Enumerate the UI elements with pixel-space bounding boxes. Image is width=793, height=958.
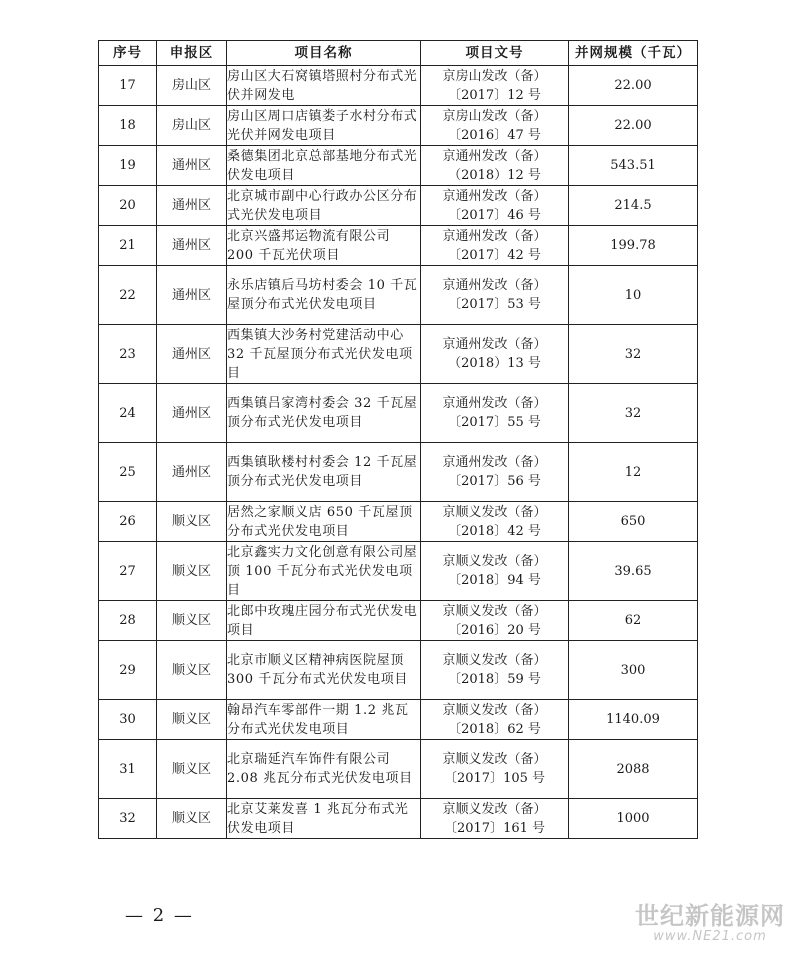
document-no-line2: 〔2016〕20 号 — [448, 622, 541, 638]
document-no-line2: 〔2018〕59 号 — [448, 672, 541, 687]
document-no-line1: 京顺义发改（备） — [442, 653, 547, 668]
cell-capacity: 1000 — [569, 799, 698, 839]
cell-district: 通州区 — [157, 266, 227, 325]
cell-serial-no: 28 — [99, 601, 157, 641]
cell-document-no — [421, 443, 569, 502]
table-row — [99, 66, 698, 106]
table-row — [99, 799, 698, 839]
document-no-line1: 京房山发改（备） — [442, 108, 547, 124]
document-no-line2: 〔2017〕55 号 — [448, 415, 541, 430]
document-no-line1: 京顺义发改（备） — [442, 752, 547, 767]
cell-project-name: 北京城市副中心行政办公区分布式光伏发电项目 — [227, 186, 421, 226]
cell-document-no — [421, 740, 569, 799]
cell-district: 房山区 — [157, 106, 227, 146]
table-row — [99, 226, 698, 266]
cell-document-no — [421, 641, 569, 700]
cell-capacity: 10 — [569, 266, 698, 325]
table-row — [99, 641, 698, 700]
cell-project-name: 北京市顺义区精神病医院屋顶 300 千瓦分布式光伏发电项目 — [227, 641, 421, 700]
cell-district: 通州区 — [157, 384, 227, 443]
cell-capacity: 22.00 — [569, 66, 698, 106]
cell-document-no — [421, 542, 569, 601]
cell-project-name: 永乐店镇后马坊村委会 10 千瓦屋顶分布式光伏发电项目 — [227, 266, 421, 325]
cell-capacity: 22.00 — [569, 106, 698, 146]
cell-document-no — [421, 384, 569, 443]
watermark-logo — [635, 903, 785, 944]
document-no-line1: 京通州发改（备） — [442, 278, 547, 293]
table-body — [99, 66, 698, 839]
cell-document-no — [421, 226, 569, 266]
cell-capacity: 199.78 — [569, 226, 698, 266]
document-no-line2: 〔2017〕46 号 — [448, 207, 541, 223]
header-project-name: 项目名称 — [227, 41, 421, 66]
cell-district: 顺义区 — [157, 740, 227, 799]
cell-capacity: 543.51 — [569, 146, 698, 186]
cell-district: 通州区 — [157, 146, 227, 186]
cell-capacity: 1140.09 — [569, 700, 698, 740]
document-no-line1: 京通州发改（备） — [442, 228, 547, 244]
header-serial-no: 序号 — [99, 41, 157, 66]
cell-serial-no: 23 — [99, 325, 157, 384]
page-number: — 2 — — [125, 905, 194, 926]
watermark-url: www.NE21.com — [653, 929, 767, 944]
cell-document-no — [421, 325, 569, 384]
cell-serial-no: 26 — [99, 502, 157, 542]
document-no-line1: 京顺义发改（备） — [442, 554, 547, 569]
header-district: 申报区 — [157, 41, 227, 66]
cell-district: 顺义区 — [157, 542, 227, 601]
cell-document-no — [421, 146, 569, 186]
cell-serial-no: 21 — [99, 226, 157, 266]
watermark-site-name: 世纪新能源网 — [635, 902, 785, 930]
document-no-line1: 京通州发改（备） — [442, 337, 547, 352]
document-no-line1: 京顺义发改（备） — [442, 702, 547, 718]
cell-capacity: 12 — [569, 443, 698, 502]
cell-project-name: 房山区周口店镇娄子水村分布式光伏并网发电项目 — [227, 106, 421, 146]
cell-district: 通州区 — [157, 186, 227, 226]
cell-capacity: 62 — [569, 601, 698, 641]
cell-serial-no: 32 — [99, 799, 157, 839]
cell-district: 房山区 — [157, 66, 227, 106]
document-no-line1: 京顺义发改（备） — [442, 504, 547, 520]
document-no-line2: 〔2018〕94 号 — [448, 573, 541, 588]
document-no-line2: 〔2017〕12 号 — [448, 87, 541, 103]
cell-project-name: 翰昂汽车零部件一期 1.2 兆瓦分布式光伏发电项目 — [227, 700, 421, 740]
table-row — [99, 384, 698, 443]
table-header-row — [99, 41, 698, 66]
table-row — [99, 146, 698, 186]
document-no-line2: 〔2017〕42 号 — [448, 247, 541, 263]
cell-serial-no: 22 — [99, 266, 157, 325]
cell-project-name: 北京兴盛邦运物流有限公司 200 千瓦光伏项目 — [227, 226, 421, 266]
cell-district: 顺义区 — [157, 641, 227, 700]
table-row — [99, 325, 698, 384]
cell-document-no — [421, 601, 569, 641]
cell-serial-no: 18 — [99, 106, 157, 146]
cell-district: 通州区 — [157, 325, 227, 384]
cell-project-name: 房山区大石窝镇塔照村分布式光伏并网发电 — [227, 66, 421, 106]
cell-project-name: 北京艾莱发喜 1 兆瓦分布式光伏发电项目 — [227, 799, 421, 839]
table-row — [99, 502, 698, 542]
document-no-line2: 〔2017〕53 号 — [448, 297, 541, 312]
table-row — [99, 266, 698, 325]
cell-serial-no: 27 — [99, 542, 157, 601]
cell-capacity: 32 — [569, 325, 698, 384]
table-row — [99, 700, 698, 740]
cell-capacity: 214.5 — [569, 186, 698, 226]
cell-capacity: 300 — [569, 641, 698, 700]
document-no-line1: 京通州发改（备） — [442, 455, 547, 470]
cell-document-no — [421, 66, 569, 106]
project-table — [98, 40, 698, 839]
table-row — [99, 443, 698, 502]
cell-capacity: 650 — [569, 502, 698, 542]
cell-serial-no: 31 — [99, 740, 157, 799]
document-no-line1: 京通州发改（备） — [442, 396, 547, 411]
cell-serial-no: 19 — [99, 146, 157, 186]
document-no-line1: 京通州发改（备） — [442, 148, 547, 164]
document-no-line2: 〔2017〕105 号 — [443, 771, 546, 786]
document-no-line2: 〔2018〕62 号 — [448, 721, 541, 737]
cell-serial-no: 17 — [99, 66, 157, 106]
cell-district: 通州区 — [157, 226, 227, 266]
document-no-line1: 京房山发改（备） — [442, 68, 547, 84]
cell-project-name: 西集镇吕家湾村委会 32 千瓦屋顶分布式光伏发电项目 — [227, 384, 421, 443]
cell-project-name: 西集镇耿楼村村委会 12 千瓦屋顶分布式光伏发电项目 — [227, 443, 421, 502]
document-no-line2: （2018）12 号 — [448, 167, 541, 183]
table-row — [99, 542, 698, 601]
cell-document-no — [421, 502, 569, 542]
cell-district: 顺义区 — [157, 502, 227, 542]
cell-project-name: 北京瑞延汽车饰件有限公司 2.08 兆瓦分布式光伏发电项目 — [227, 740, 421, 799]
cell-district: 顺义区 — [157, 799, 227, 839]
cell-serial-no: 20 — [99, 186, 157, 226]
header-capacity: 并网规模（千瓦） — [569, 41, 698, 66]
cell-district: 顺义区 — [157, 700, 227, 740]
document-no-line2: 〔2018〕42 号 — [448, 523, 541, 539]
table-row — [99, 186, 698, 226]
cell-district: 通州区 — [157, 443, 227, 502]
document-no-line1: 京通州发改（备） — [442, 188, 547, 204]
cell-serial-no: 24 — [99, 384, 157, 443]
document-no-line2: （2018）13 号 — [448, 356, 541, 371]
cell-document-no — [421, 266, 569, 325]
cell-document-no — [421, 106, 569, 146]
cell-project-name: 居然之家顺义店 650 千瓦屋顶分布式光伏发电项目 — [227, 502, 421, 542]
table-row — [99, 601, 698, 641]
cell-capacity: 39.65 — [569, 542, 698, 601]
cell-serial-no: 29 — [99, 641, 157, 700]
cell-project-name: 西集镇大沙务村党建活动中心 32 千瓦屋顶分布式光伏发电项目 — [227, 325, 421, 384]
cell-serial-no: 30 — [99, 700, 157, 740]
document-no-line2: 〔2017〕161 号 — [443, 820, 546, 836]
document-no-line2: 〔2016〕47 号 — [448, 127, 541, 143]
cell-project-name: 北京鑫实力文化创意有限公司屋顶 100 千瓦分布式光伏发电项目 — [227, 542, 421, 601]
cell-district: 顺义区 — [157, 601, 227, 641]
cell-document-no — [421, 186, 569, 226]
document-no-line2: 〔2017〕56 号 — [448, 474, 541, 489]
header-document-no: 项目文号 — [421, 41, 569, 66]
cell-capacity: 32 — [569, 384, 698, 443]
document-no-line1: 京顺义发改（备） — [442, 801, 547, 817]
cell-capacity: 2088 — [569, 740, 698, 799]
cell-document-no — [421, 700, 569, 740]
document-no-line1: 京顺义发改（备） — [442, 603, 547, 619]
table-row — [99, 106, 698, 146]
cell-document-no — [421, 799, 569, 839]
cell-serial-no: 25 — [99, 443, 157, 502]
table-row — [99, 740, 698, 799]
cell-project-name: 桑德集团北京总部基地分布式光伏发电项目 — [227, 146, 421, 186]
cell-project-name: 北郎中玫瑰庄园分布式光伏发电项目 — [227, 601, 421, 641]
